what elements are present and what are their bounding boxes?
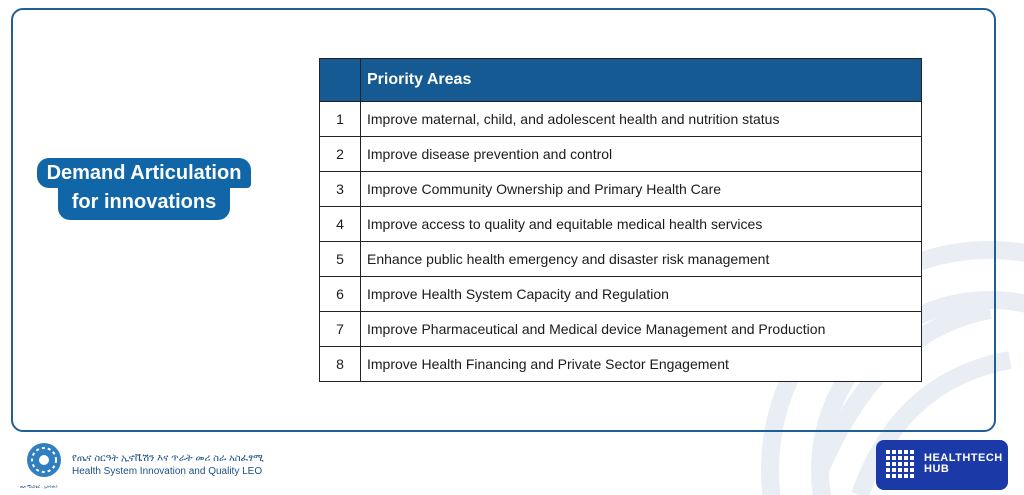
table-row bbox=[320, 137, 922, 172]
hub-grid-icon bbox=[886, 450, 916, 480]
table-row bbox=[320, 102, 922, 137]
row-number: 6 bbox=[320, 277, 361, 312]
table-row bbox=[320, 347, 922, 382]
row-text: Improve Community Ownership and Primary Health Care bbox=[361, 172, 922, 207]
row-number: 7 bbox=[320, 312, 361, 347]
row-number: 1 bbox=[320, 102, 361, 137]
row-number: 3 bbox=[320, 172, 361, 207]
row-text: Improve access to quality and equitable medical health services bbox=[361, 207, 922, 242]
row-number: 2 bbox=[320, 137, 361, 172]
ministry-caption: ጤና ሚኒስቴር - ኢትዮጵያ bbox=[20, 484, 58, 489]
row-text: Improve disease prevention and control bbox=[361, 137, 922, 172]
row-text: Improve Health Financing and Private Sector Engagement bbox=[361, 347, 922, 382]
badge-line-1: Demand Articulation bbox=[37, 158, 252, 188]
healthtech-hub-logo bbox=[876, 440, 1008, 490]
hub-line-2: HUB bbox=[924, 463, 950, 475]
footer-amharic-text: የጤና ስርዓት ኢኖቬሽን እና ጥራት መሪ ስራ አስፈፃሚ bbox=[72, 453, 264, 464]
table-header-row bbox=[320, 59, 922, 102]
row-number: 4 bbox=[320, 207, 361, 242]
priority-areas-table bbox=[319, 58, 922, 382]
row-text: Improve maternal, child, and adolescent health and nutrition status bbox=[361, 102, 922, 137]
hub-text bbox=[924, 453, 1003, 475]
demand-articulation-badge bbox=[30, 158, 258, 220]
ministry-logo-icon bbox=[22, 440, 66, 484]
row-text: Improve Pharmaceutical and Medical device Management and Production bbox=[361, 312, 922, 347]
badge-line-2: for innovations bbox=[58, 188, 230, 220]
footer-english-text: Health System Innovation and Quality LEO bbox=[72, 466, 263, 477]
table-row bbox=[320, 312, 922, 347]
table-row bbox=[320, 172, 922, 207]
header-title: Priority Areas bbox=[361, 59, 922, 102]
footer-org-name bbox=[72, 452, 264, 478]
hub-line-1: HEALTHTECH bbox=[924, 452, 1003, 464]
table-row bbox=[320, 242, 922, 277]
table-row bbox=[320, 277, 922, 312]
header-number-cell bbox=[320, 59, 361, 102]
row-text: Improve Health System Capacity and Regulation bbox=[361, 277, 922, 312]
row-number: 8 bbox=[320, 347, 361, 382]
row-number: 5 bbox=[320, 242, 361, 277]
row-text: Enhance public health emergency and disaster risk management bbox=[361, 242, 922, 277]
table-row bbox=[320, 207, 922, 242]
